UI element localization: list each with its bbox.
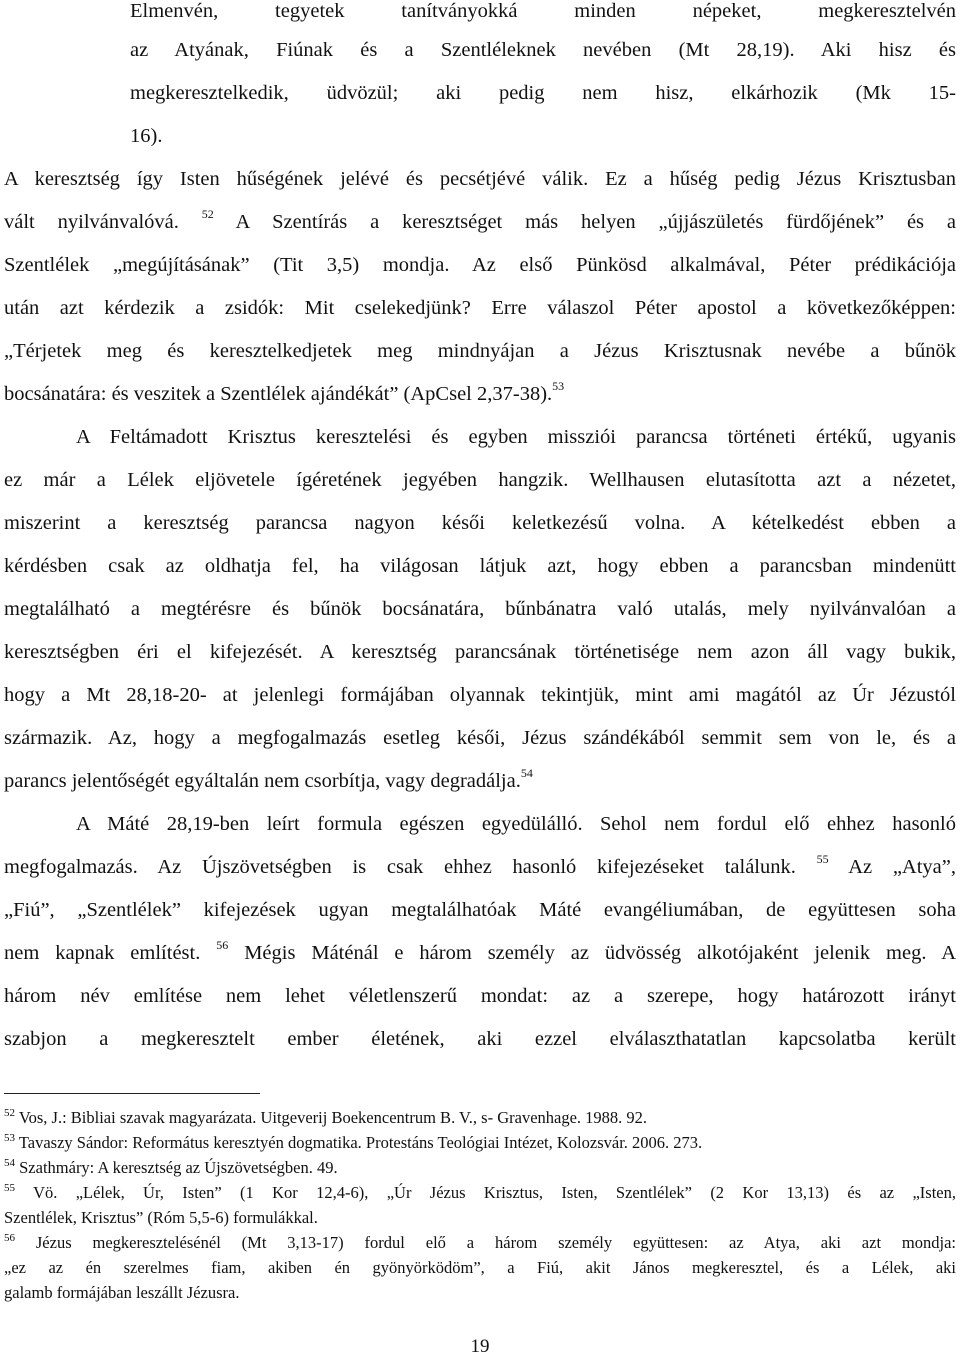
body-line: az Atyának, Fiúnak és a Szentléleknek nevében (Mt 28,19). Aki hisz és [130, 39, 956, 61]
body-line: származik. Az, hogy a megfogalmazás esetleg késői, Jézus szándékából semmit sem von le, és a [4, 727, 956, 749]
body-line: ez már a Lélek eljövetele ígéretének jegyében hangzik. Wellhausen elutasította azt a nézetet, [4, 469, 956, 491]
body-text: bocsánatára: és veszitek a Szentlélek ajándékát” (ApCsel 2,37-38). [4, 383, 553, 405]
body-text: megfogalmazás. Az Újszövetségben is csak ehhez hasonló kifejezéseket találunk. [4, 856, 796, 878]
body-line: A Feltámadott Krisztus keresztelési és egyben missziói parancsa történeti értékű, ugyanis [76, 426, 956, 448]
footnote-56 [4, 1233, 956, 1253]
footnote-number: 56 [4, 1231, 15, 1244]
footnote-54 [4, 1158, 956, 1178]
footnote-ref: 54 [520, 766, 533, 781]
body-line: A keresztség így Isten hűségének jelévé és pecsétjévé válik. Ez a hűség pedig Jézus Krisztusban [4, 168, 956, 190]
body-line: „Térjetek meg és keresztelkedjetek meg mindnyájan a Jézus Krisztusnak nevébe a bűnök [4, 340, 956, 362]
body-line: A Máté 28,19-ben leírt formula egészen egyedülálló. Sehol nem fordul elő ehhez hasonló [76, 813, 956, 835]
body-line: hogy a Mt 28,18-20- at jelenlegi formájában olyannak tekintjük, mint ami magától az Úr Jézustól [4, 684, 956, 706]
body-line: megtalálható a megtérésre és bűnök bocsánatára, bűnbánatra való utalás, mely nyilvánvalóan a [4, 598, 956, 620]
footnote-52 [4, 1108, 956, 1128]
body-line: keresztségben éri el kifejezését. A keresztség parancsának történetisége nem azon áll vagy bukik, [4, 641, 956, 663]
body-line: Szentlélek „megújításának” (Tit 3,5) mondja. Az első Pünkösd alkalmával, Péter prédikációja [4, 254, 956, 276]
body-line [4, 940, 956, 966]
body-line: után azt kérdezik a zsidók: Mit cselekedjünk? Erre válaszol Péter apostol a következőképpen: [4, 297, 956, 319]
body-line: kérdésben csak az oldhatja fel, ha világosan látjuk azt, hogy ebben a parancsban mindenütt [4, 555, 956, 577]
footnote-text: Vos, J.: Bibliai szavak magyarázata. Uitgeverij Boekencentrum B. V., s- Gravenhage. 1988. 92. [18, 1108, 648, 1127]
footnote-ref: 52 [201, 207, 214, 222]
footnote-56-cont: galamb formájában leszállt Jézusra. [4, 1283, 240, 1302]
body-line: miszerint a keresztség parancsa nagyon késői keletkezésű volna. A kételkedést ebben a [4, 512, 956, 534]
page-number: 19 [470, 1336, 490, 1357]
footnote-text: Jézus megkeresztelésénél (Mt 3,13-17) fordul elő a három személy együttesen: az Atya, aki azt mondja: [35, 1233, 956, 1252]
body-line [4, 768, 956, 794]
footnote-55 [4, 1183, 956, 1203]
body-text: Az „Atya”, [848, 856, 956, 878]
footnote-text: Vö. „Lélek, Úr, Isten” (1 Kor 12,4-6), „Úr Jézus Krisztus, Isten, Szentlélek” (2 Kor 13,13) és az „Isten, [33, 1183, 957, 1202]
footnote-separator [4, 1093, 260, 1094]
footnote-number: 53 [4, 1131, 15, 1144]
body-line: 16). [130, 125, 163, 147]
footnote-53 [4, 1133, 956, 1153]
footnote-55-cont: Szentlélek, Krisztus” (Róm 5,5-6) formulákkal. [4, 1208, 318, 1227]
footnote-56-cont: „ez az én szerelmes fiam, akiben én gyönyörködöm”, a Fiú, akit János megkeresztel, és a Lélek, aki [4, 1258, 956, 1277]
body-line [4, 854, 956, 880]
footnote-ref: 56 [216, 938, 229, 953]
body-text: Mégis Máténál e három személy az üdvösség alkotójaként jelenik meg. A [244, 942, 957, 964]
body-text: A Szentírás a keresztséget más helyen „újjászületés fürdőjének” és a [235, 211, 957, 233]
body-text: vált nyilvánvalóvá. [4, 211, 179, 233]
footnote-text: Szathmáry: A keresztség az Újszövetségben. 49. [19, 1158, 338, 1177]
footnote-ref: 55 [816, 852, 829, 867]
body-line: szabjon a megkeresztelt ember életének, aki ezzel elválaszthatatlan kapcsolatba került [4, 1028, 956, 1050]
body-line: három név említése nem lehet véletlenszerű mondat: az a szerepe, hogy határozott irányt [4, 985, 956, 1007]
footnote-number: 52 [4, 1106, 15, 1119]
footnote-number: 55 [4, 1181, 15, 1194]
body-line [4, 381, 956, 407]
body-text: nem kapnak említést. [4, 942, 201, 964]
body-line: megkeresztelkedik, üdvözül; aki pedig nem hisz, elkárhozik (Mk 15- [130, 82, 956, 104]
body-line: „Fiú”, „Szentlélek” kifejezések ugyan megtalálhatóak Máté evangéliumában, de együttesen soha [4, 899, 956, 921]
body-text: parancs jelentőségét egyáltalán nem csorbítja, vagy degradálja. [4, 770, 521, 792]
body-line [4, 209, 956, 235]
footnote-number: 54 [4, 1156, 15, 1169]
footnote-ref: 53 [552, 379, 565, 394]
body-line: Elmenvén, tegyetek tanítványokká minden népeket, megkeresztelvén [130, 0, 956, 22]
footnote-text: Tavaszy Sándor: Református keresztyén dogmatika. Protestáns Teológiai Intézet, Kolozsvár. 2006. 273. [18, 1133, 703, 1152]
